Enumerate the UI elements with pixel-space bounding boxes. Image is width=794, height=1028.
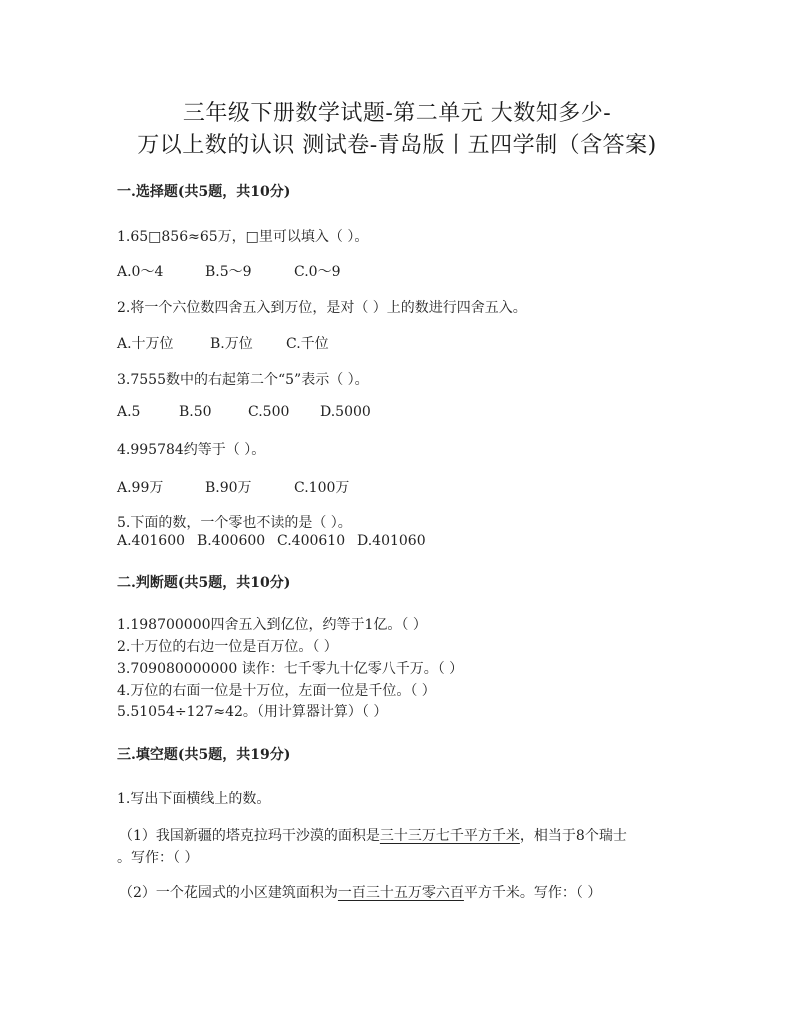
question-4-options: [117, 477, 349, 497]
option: C.千位: [286, 336, 329, 352]
question-1: 1.65□856≈65万，□里可以填入（ ）。: [117, 229, 369, 245]
section-heading-choice: 一.选择题(共5题，共10分): [117, 184, 291, 200]
option: B.5～9: [205, 264, 252, 280]
option: B.400600: [197, 533, 266, 549]
judge-item-5: 5.51054÷127≈42。（用计算器计算）（ ）: [117, 704, 388, 720]
question-5-options: [117, 533, 426, 549]
option: A.十万位: [117, 336, 174, 352]
option: D.5000: [320, 404, 371, 420]
question-1-options: [117, 261, 340, 281]
question-4: 4.995784约等于（ ）。: [117, 442, 266, 458]
judge-item-3: 3.709080000000 读作：七千零九十亿零八千万。（ ）: [117, 661, 464, 677]
fill-sub-2-text-end: 平方千米。写作：（ ）: [463, 885, 602, 901]
question-2-options: [117, 333, 329, 353]
option: C.100万: [294, 480, 350, 496]
judge-item-2: 2.十万位的右边一位是百万位。（ ）: [117, 639, 338, 655]
question-5: 5.下面的数，一个零也不读的是（ ）。: [117, 515, 352, 531]
judge-item-1: 1.198700000四舍五入到亿位，约等于1亿。（ ）: [117, 617, 427, 633]
fill-question-1: 1.写出下面横线上的数。: [117, 791, 271, 807]
fill-sub-1-text: （1）我国新疆的塔克拉玛干沙漠的面积是: [119, 828, 380, 844]
section-heading-judge: 二.判断题(共5题，共10分): [117, 575, 291, 591]
page-title-line2: 万以上数的认识 测试卷-青岛版丨五四学制（含答案): [137, 133, 657, 158]
fill-sub-2-text: （2）一个花园式的小区建筑面积为: [119, 885, 338, 901]
judge-item-4: 4.万位的右面一位是十万位，左面一位是千位。（ ）: [117, 683, 436, 699]
question-3: 3.7555数中的右起第二个“5”表示（ ）。: [117, 372, 369, 388]
question-3-options: [117, 404, 371, 420]
option: B.万位: [210, 336, 253, 352]
section-heading-fill: 三.填空题(共5题，共19分): [117, 747, 291, 763]
option: D.401060: [357, 533, 426, 549]
underlined-number-text: 三十三万七千平方千米: [379, 828, 520, 844]
fill-sub-2: [119, 882, 601, 902]
fill-sub-1-text-end: ，相当于8个瑞士: [519, 828, 627, 844]
option: A.401600: [117, 533, 186, 549]
option: B.90万: [205, 480, 252, 496]
fill-sub-1: [119, 825, 627, 845]
option: C.500: [248, 404, 290, 420]
fill-sub-1-line2: 。写作：（ ）: [117, 850, 199, 866]
page-title-line1: 三年级下册数学试题-第二单元 大数知多少-: [182, 101, 612, 126]
option: C.400610: [277, 533, 346, 549]
underlined-number-text: 一百三十五万零六百: [337, 885, 464, 901]
option: B.50: [179, 404, 212, 420]
option: A.99万: [117, 480, 164, 496]
question-2: 2.将一个六位数四舍五入到万位，是对（ ）上的数进行四舍五入。: [117, 300, 527, 316]
option: A.5: [117, 404, 141, 420]
option: C.0～9: [294, 264, 341, 280]
option: A.0～4: [117, 264, 164, 280]
